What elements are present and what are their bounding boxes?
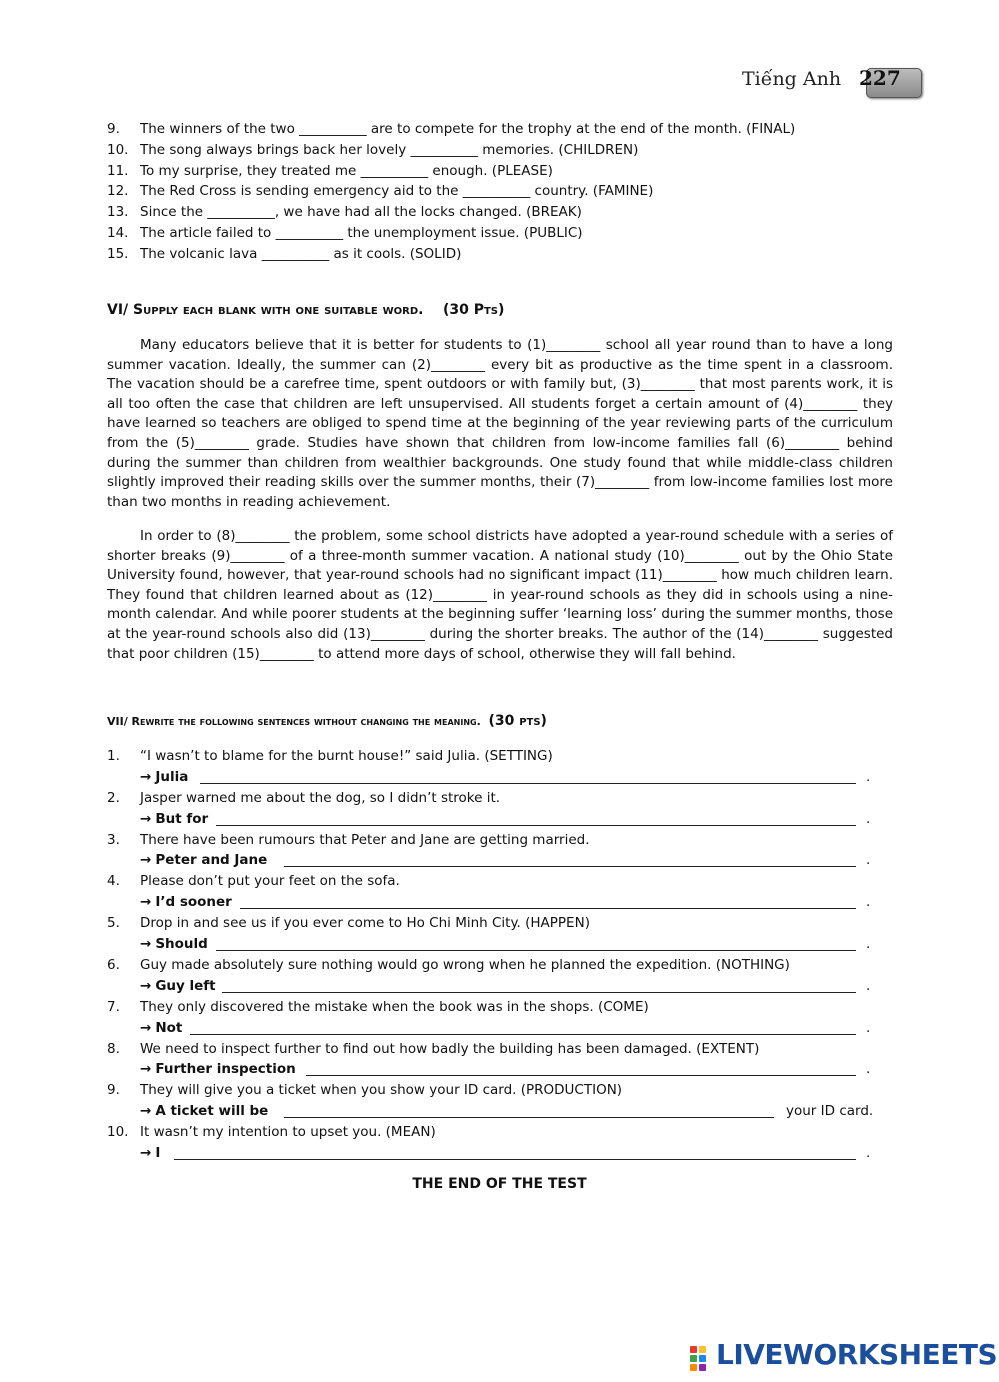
cloze-paragraph-2: In order to (8)________ the problem, some school districts have adopted a year-round schedule with a series of shorter breaks (9)________ of a three-month summer vacation. A national study (10)________ out by the Ohio State University found, however, that year-round schools had no significant impact (11)________ how much children learn. They found that children learned about as (12)________ in year-round schools as they did in schools using a nine-month calendar. And while poorer students at the beginning suffer ‘learning loss’ during the summer months, those at the year-round schools also did (13)________ during the shorter breaks. The author of the (14)________ suggested that poor children (15)________ to attend more days of school, otherwise they will fall behind.: [107, 528, 893, 662]
answer-end: .: [866, 1061, 871, 1078]
word-formation-list: [107, 119, 897, 265]
answer-line[interactable]: [284, 866, 856, 867]
item-number: 9.: [107, 1082, 120, 1099]
item-number: 10.: [107, 1124, 129, 1141]
answer-row: [140, 976, 875, 997]
answer-lead: Julia: [155, 768, 189, 785]
answer-lead: But for: [155, 810, 209, 827]
answer-row: [140, 850, 875, 871]
item-number: 4.: [107, 873, 120, 890]
end-of-test: THE END OF THE TEST: [412, 1176, 587, 1192]
question-text: Jasper warned me about the dog, so I didn’t stroke it.: [140, 789, 501, 806]
section-6-points: (30 Pts): [442, 302, 505, 318]
rewrite-item: [107, 913, 897, 955]
question-text: Drop in and see us if you ever come to Ho Chi Minh City. (HAPPEN): [140, 915, 590, 932]
answer-line[interactable]: [240, 908, 856, 909]
item-number: 5.: [107, 915, 120, 932]
rewrite-item: [107, 1080, 897, 1122]
list-item: [107, 161, 897, 182]
arrow-icon: →: [140, 977, 152, 994]
item-number: 12.: [107, 183, 129, 200]
section-6-prefix: VI/: [107, 302, 134, 318]
logo-text: LIVEWORKSHEETS: [716, 1338, 998, 1371]
answer-end: .: [866, 977, 871, 994]
item-text: Since the __________, we have had all the locks changed. (BREAK): [140, 204, 582, 221]
header-subject: Tiếng Anh: [742, 68, 842, 90]
answer-lead: Further inspection: [155, 1061, 296, 1078]
arrow-icon: →: [140, 1061, 152, 1078]
list-item: [107, 244, 897, 265]
answer-row: [140, 1143, 875, 1164]
rewrite-item: [107, 788, 897, 830]
question-text: They only discovered the mistake when the book was in the shops. (COME): [140, 998, 649, 1015]
answer-lead: A ticket will be: [155, 1103, 269, 1120]
answer-end: .: [866, 810, 871, 827]
rewrite-item: [107, 1039, 897, 1081]
answer-lead: Peter and Jane: [155, 852, 268, 869]
rewrite-item: [107, 955, 897, 997]
answer-end: your ID card.: [786, 1103, 874, 1120]
answer-line[interactable]: [284, 1117, 774, 1118]
item-number: 8.: [107, 1040, 120, 1057]
item-number: 6.: [107, 956, 120, 973]
logo-blocks-icon: [690, 1346, 716, 1370]
answer-lead: Guy left: [155, 977, 216, 994]
list-item: [107, 202, 897, 223]
item-number: 1.: [107, 748, 120, 764]
answer-line[interactable]: [216, 825, 856, 826]
answer-row: [140, 934, 875, 955]
rewrite-item: [107, 746, 897, 788]
arrow-icon: →: [140, 1019, 152, 1036]
question-text: We need to inspect further to find out how badly the building has been damaged. (EXTENT): [140, 1040, 760, 1057]
section-6-heading: [107, 302, 504, 318]
item-number: 7.: [107, 998, 120, 1015]
arrow-icon: →: [140, 1145, 152, 1162]
answer-line[interactable]: [216, 950, 856, 951]
list-item: [107, 181, 897, 202]
arrow-icon: →: [140, 810, 152, 827]
item-number: 14.: [107, 224, 129, 241]
section-7-heading: [107, 713, 547, 729]
rewrite-list: [107, 746, 897, 1164]
arrow-icon: →: [140, 852, 152, 869]
answer-line[interactable]: [190, 1034, 856, 1035]
answer-row: [140, 1018, 875, 1039]
answer-lead: Not: [155, 1019, 183, 1036]
question-text: Guy made absolutely sure nothing would go wrong when he planned the expedition. (NOTHING): [140, 956, 790, 973]
list-item: [107, 140, 897, 161]
answer-lead: Should: [155, 936, 208, 953]
item-text: The winners of the two __________ are to compete for the trophy at the end of the month. (FINAL): [140, 121, 796, 137]
arrow-icon: →: [140, 894, 152, 911]
section-6-title: Supply each blank with one suitable word.: [133, 302, 424, 318]
answer-line[interactable]: [306, 1075, 856, 1076]
section-7-points: (30 pts): [488, 713, 547, 729]
section-7-prefix: VII/: [107, 715, 132, 728]
arrow-icon: →: [140, 768, 152, 785]
question-text: They will give you a ticket when you show your ID card. (PRODUCTION): [140, 1082, 623, 1099]
answer-end: .: [866, 768, 871, 785]
answer-row: [140, 1059, 875, 1080]
answer-end: .: [866, 1019, 871, 1036]
cloze-paragraph-1: Many educators believe that it is better for students to (1)________ school all year round than to have a long summer vacation. Ideally, the summer can (2)________ every bit as productive as the time spent in a classroom. The vacation should be a carefree time, spent outdoors or with family but, (3)________ that most parents work, it is all too often the case that children are left unsupervised. All students forget a certain amount of (4)________ they have learned so teachers are obliged to spend time at the beginning of the year reviewing parts of the curriculum from the (5)________ grade. Studies have shown that children from low-income families fall (6)________ behind during the summer than children from wealthier backgrounds. One study found that while middle-class children slightly improved their reading skills over the summer months, their (7)________ from low-income families lost more than two months in reading achievement.: [107, 337, 893, 510]
answer-lead: I: [155, 1145, 161, 1162]
item-text: The article failed to __________ the unemployment issue. (PUBLIC): [140, 224, 583, 241]
arrow-icon: →: [140, 936, 152, 953]
item-number: 9.: [107, 121, 120, 137]
rewrite-item: [107, 830, 897, 872]
rewrite-item: [107, 997, 897, 1039]
answer-end: .: [866, 894, 871, 911]
answer-row: [140, 892, 875, 913]
answer-line[interactable]: [200, 783, 856, 784]
question-text: Please don’t put your feet on the sofa.: [140, 873, 400, 890]
item-number: 13.: [107, 204, 129, 221]
arrow-icon: →: [140, 1103, 152, 1120]
question-text: “I wasn’t to blame for the burnt house!” said Julia. (SETTING): [140, 748, 553, 764]
item-number: 3.: [107, 831, 120, 848]
page-number: 227: [859, 66, 901, 90]
item-number: 11.: [107, 162, 129, 179]
rewrite-item: [107, 871, 897, 913]
answer-end: .: [866, 852, 871, 869]
item-text: To my surprise, they treated me __________ enough. (PLEASE): [140, 162, 553, 179]
question-text: It wasn’t my intention to upset you. (MEAN): [140, 1124, 436, 1141]
item-number: 2.: [107, 789, 120, 806]
item-number: 15.: [107, 245, 129, 262]
list-item: [107, 119, 897, 140]
answer-line[interactable]: [174, 1159, 856, 1160]
answer-row: [140, 809, 875, 830]
item-text: The Red Cross is sending emergency aid to the __________ country. (FAMINE): [140, 183, 654, 200]
answer-end: .: [866, 936, 871, 953]
answer-end: .: [866, 1145, 871, 1162]
list-item: [107, 223, 897, 244]
rewrite-item: [107, 1122, 897, 1164]
answer-row: [140, 767, 875, 788]
answer-row: [140, 1101, 875, 1122]
section-7-title: Rewrite the following sentences without changing the meaning.: [131, 715, 481, 728]
item-number: 10.: [107, 141, 129, 158]
item-text: The song always brings back her lovely __________ memories. (CHILDREN): [140, 141, 639, 158]
question-text: There have been rumours that Peter and Jane are getting married.: [140, 831, 590, 848]
answer-lead: I’d sooner: [155, 894, 232, 911]
answer-line[interactable]: [222, 992, 856, 993]
item-text: The volcanic lava __________ as it cools. (SOLID): [140, 245, 462, 262]
